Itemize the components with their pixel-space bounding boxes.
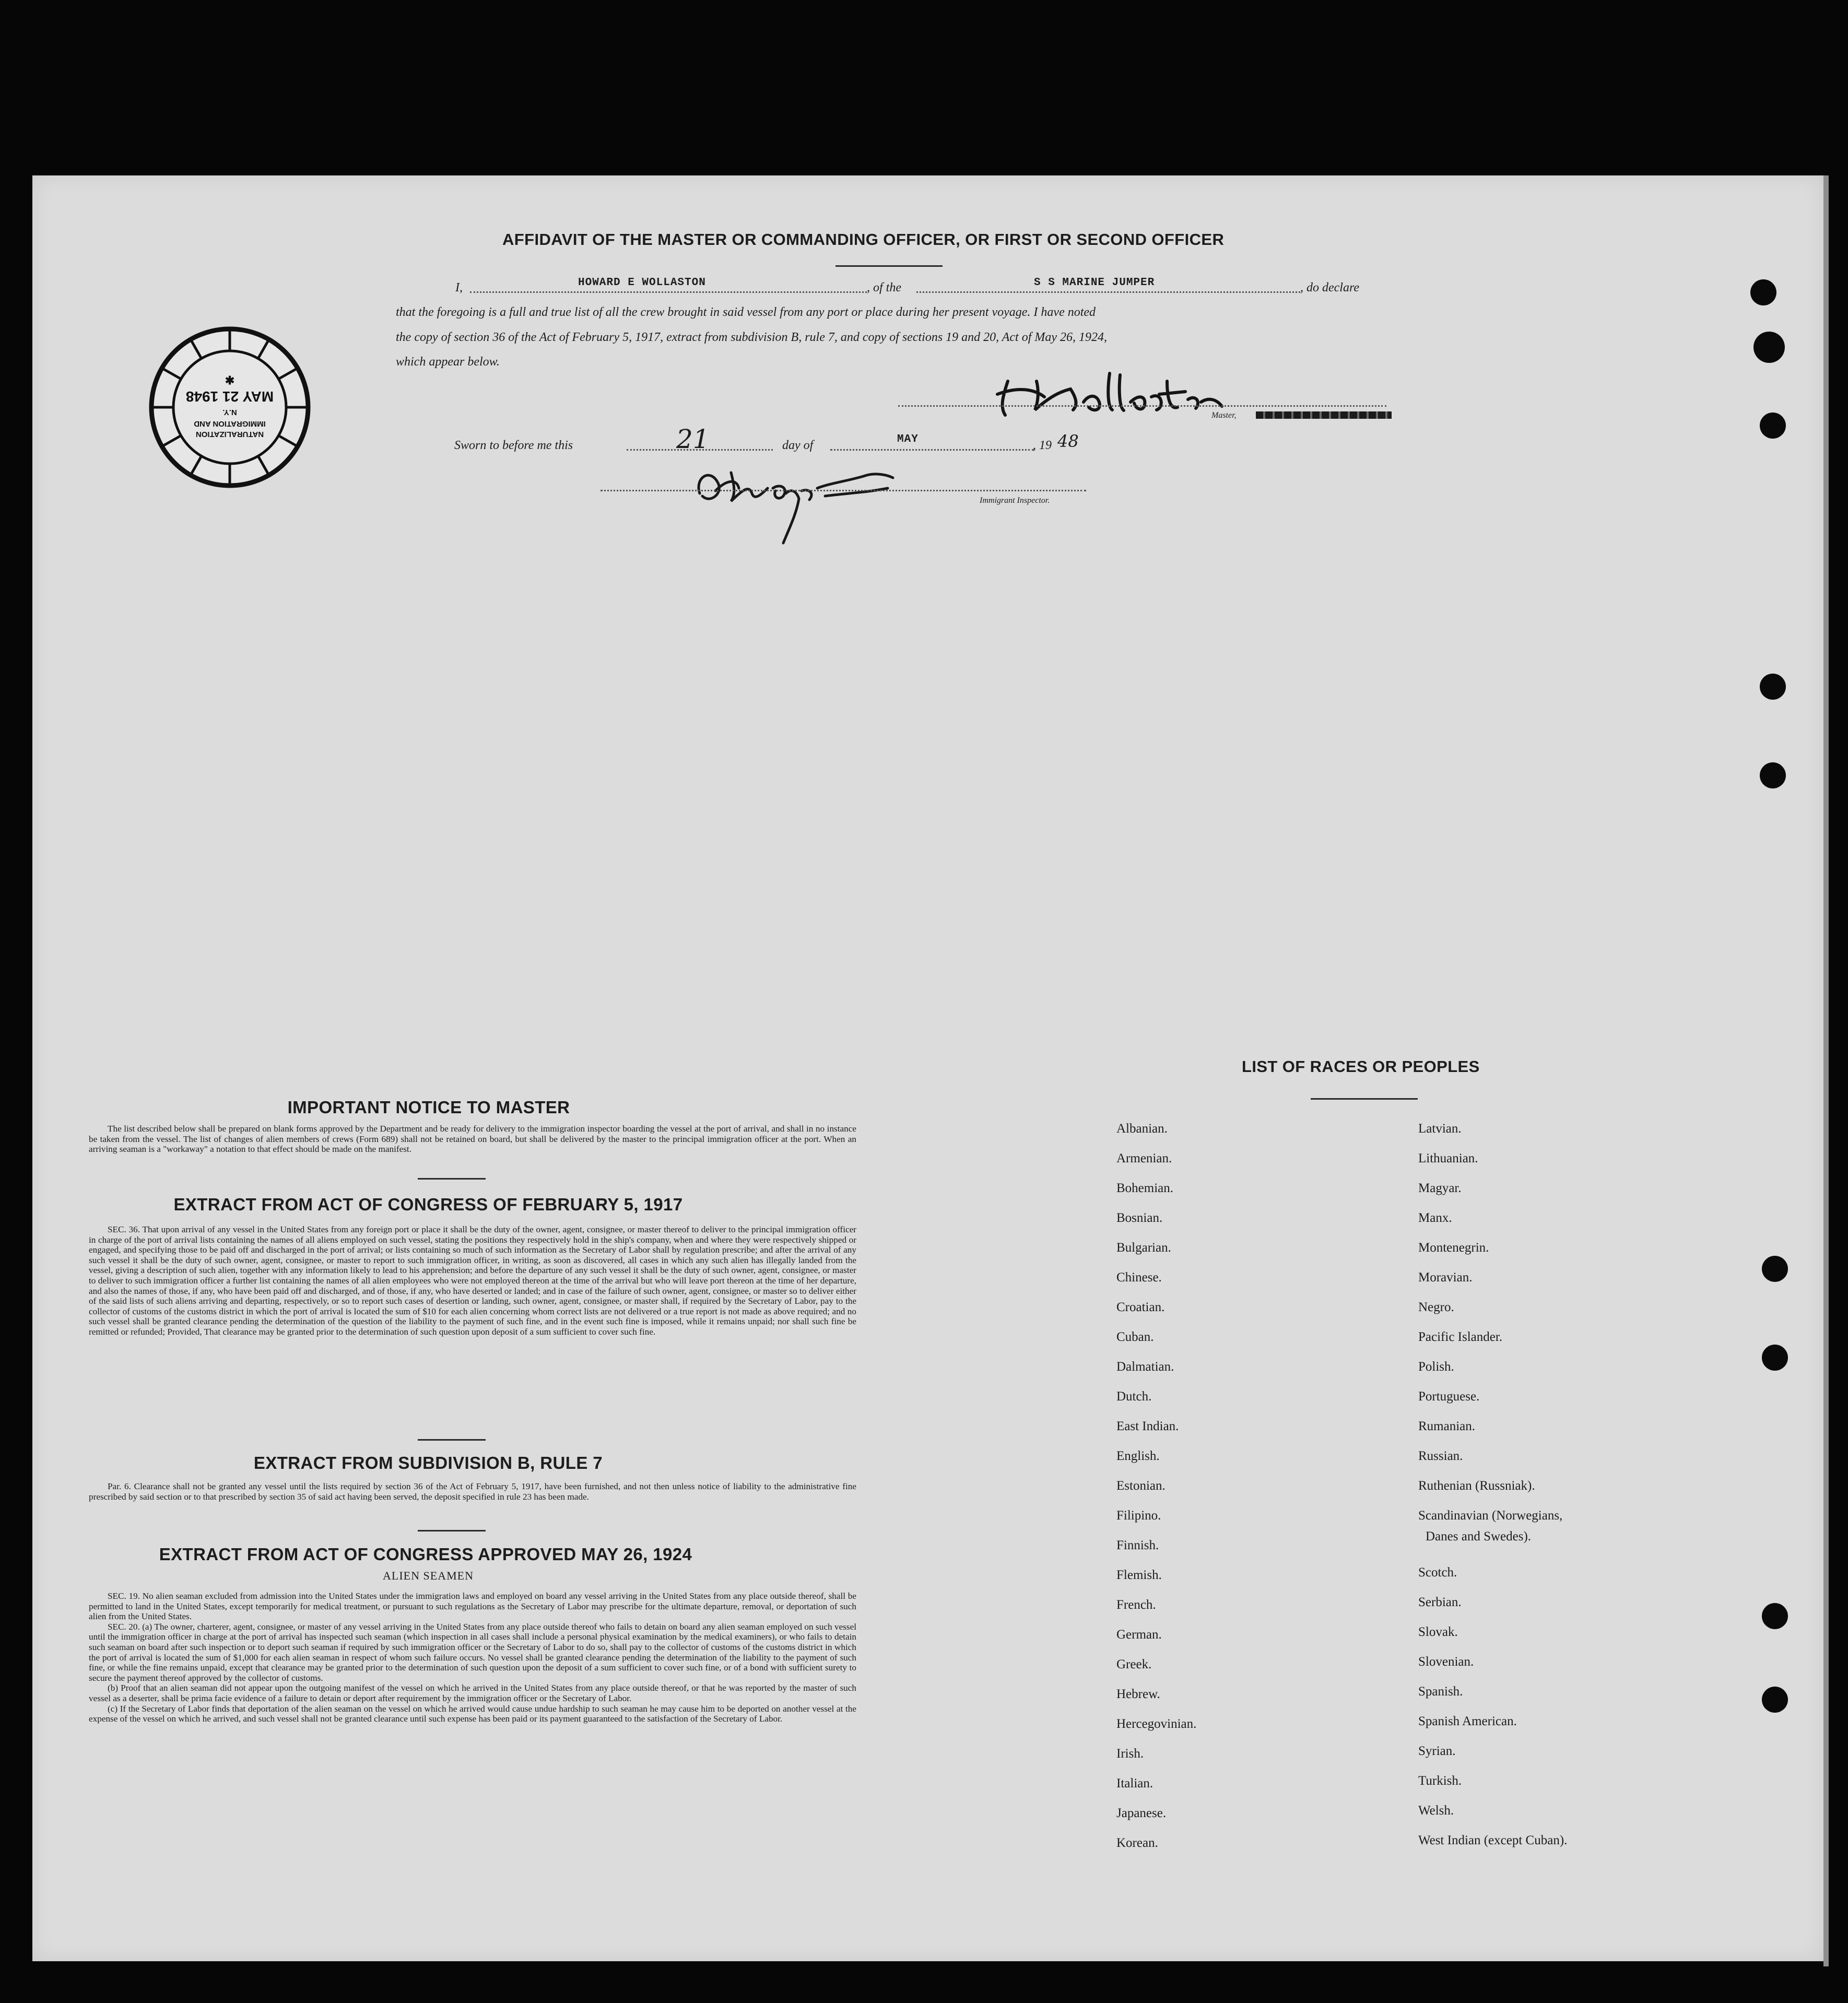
race-item: Moravian. bbox=[1418, 1270, 1473, 1285]
sec-20c-paragraph: (c) If the Secretary of Labor finds that deportation of the alien seaman on the vessel on which he arrived would cause undue hardship to such seaman he may cause him to be deported on another vessel at the expense of the vessel on which he arrived, and such vessel shall not be granted clearance until such expense has been paid or its payment guaranteed to the satisfaction of the Secretary of Labor. bbox=[89, 1703, 856, 1724]
master-signature-line bbox=[898, 405, 1386, 407]
affidavit-line-4: which appear below. bbox=[396, 355, 500, 369]
race-item: Bosnian. bbox=[1116, 1211, 1163, 1225]
extract-1917-text bbox=[89, 1224, 856, 1337]
races-title: LIST OF RACES OR PEOPLES bbox=[1242, 1057, 1480, 1076]
par-6-paragraph: Par. 6. Clearance shall not be granted any vessel until the lists required by section 36 of the Act of February 5, 1917, have been furnished, and not then unless notice of liability to the administrative fine prescribed by said section or to that prescribed by section 35 of said act having been served, the deposit specified in rule 23 has been made. bbox=[89, 1481, 856, 1502]
race-item: Dutch. bbox=[1116, 1389, 1152, 1404]
svg-text:N.Y.: N.Y. bbox=[222, 408, 237, 417]
race-item: East Indian. bbox=[1116, 1419, 1179, 1433]
sec-20a-paragraph: SEC. 20. (a) The owner, charterer, agent, consignee, or master of any vessel arriving in the United States from any place outside thereof who fails to detain on board any alien seaman employed on such vessel until the immigration officer in charge at the port of arrival has inspected such seaman (which inspection in all cases shall include a personal physical examination by the medical examiners), or who fails to detain such seaman on board after such inspection or to deport such seaman if required by such immigration officer or the Secretary of Labor to do so, shall pay to the collector of customs of the customs district in which the port of arrival is located the sum of $1,000 for each alien seaman in respect of whom such failure occurs. No vessel shall be granted clearance pending the determination of the liability to the payment of such fine, or while the fine remains unpaid, except that clearance may be granted prior to the determination of such question upon the deposit of a sum sufficient to cover such fine, or of a bond with sufficient surety to secure the payment thereof approved by the collector of customs. bbox=[89, 1621, 856, 1683]
race-item: Russian. bbox=[1418, 1449, 1463, 1463]
notice-title: IMPORTANT NOTICE TO MASTER bbox=[287, 1098, 570, 1117]
race-item: Estonian. bbox=[1116, 1479, 1166, 1493]
notice-rule bbox=[418, 1178, 486, 1180]
race-item: Lithuanian. bbox=[1418, 1151, 1478, 1165]
binder-hole bbox=[1762, 1345, 1788, 1371]
year-suffix: 48 bbox=[1057, 431, 1079, 451]
race-item: Dalmatian. bbox=[1116, 1360, 1174, 1374]
race-item: Magyar. bbox=[1418, 1181, 1462, 1195]
race-item: Slovak. bbox=[1418, 1625, 1458, 1639]
race-item: Italian. bbox=[1116, 1776, 1153, 1790]
race-item: Croatian. bbox=[1116, 1300, 1165, 1314]
race-item: Negro. bbox=[1418, 1300, 1454, 1314]
receipt-stamp bbox=[141, 321, 319, 493]
race-item: Ruthenian (Russniak). bbox=[1418, 1479, 1535, 1493]
race-item: Montenegrin. bbox=[1418, 1241, 1489, 1255]
master-name: HOWARD E WOLLASTON bbox=[578, 277, 706, 289]
race-item: Bohemian. bbox=[1116, 1181, 1174, 1195]
extract-1917-title: EXTRACT FROM ACT OF CONGRESS OF FEBRUARY 5, 1917 bbox=[173, 1195, 683, 1214]
rule7-text bbox=[89, 1481, 856, 1502]
svg-text:MAY 21 1948: MAY 21 1948 bbox=[185, 388, 274, 405]
affidavit-line-2: that the foregoing is a full and true list of all the crew brought in said vessel from any port or place during her present voyage. I have noted bbox=[396, 305, 1096, 319]
race-item: Polish. bbox=[1418, 1360, 1454, 1374]
sworn-month: MAY bbox=[897, 433, 919, 445]
race-item: Spanish American. bbox=[1418, 1714, 1517, 1728]
inspector-signature-line bbox=[601, 490, 1086, 491]
race-item: Rumanian. bbox=[1418, 1419, 1476, 1433]
sec-20b-paragraph: (b) Proof that an alien seaman did not appear upon the outgoing manifest of the vessel on which he arrived in the United States from any place outside thereof, or that he was reported by the master of such vessel as a deserter, shall be prima facie evidence of a failure to detain or deport after requirement by the immigration officer or the Secretary of Labor. bbox=[89, 1683, 856, 1703]
race-item: Chinese. bbox=[1116, 1270, 1162, 1285]
struck-text bbox=[1256, 411, 1392, 419]
extract-1917-rule bbox=[418, 1439, 486, 1441]
extract-1924-text bbox=[89, 1591, 856, 1724]
race-item: West Indian (except Cuban). bbox=[1418, 1833, 1568, 1847]
race-item: German. bbox=[1116, 1628, 1162, 1642]
inspector-signature bbox=[679, 452, 971, 546]
master-label: Master, bbox=[1211, 411, 1237, 420]
race-item: Latvian. bbox=[1418, 1122, 1462, 1136]
race-item: Hercegovinian. bbox=[1116, 1717, 1197, 1731]
sec-36-paragraph: SEC. 36. That upon arrival of any vessel in the United States from any foreign port or place it shall be the duty of the owner, agent, consignee, or master thereof to deliver to the principal immigration officer in charge of the port of arrival lists containing the names of all aliens employed on such vessel, stating the positions they respectively hold in the ship's company, when and where they were respectively shipped or engaged, and specifying those to be paid off and discharged in the port of arrival; or lists containing so much of such information as the Secretary of Labor shall by regulation prescribe; and after the arrival of any such vessel it shall be the duty of such owner, agent, consignee, or master to report to such immigration officer, in writing, as soon as discovered, all cases in which any such alien has illegally landed from the vessel, giving a description of such alien, together with any information likely to lead to his apprehension; and before the departure of any such vessel it shall be the duty of such owner, agent, consignee, or master to deliver to such immigration officer a further list containing the names of all alien employees who were not employed thereon at the time of the arrival but who will leave port thereon at the time of her departure, and also the names of those, if any, who have been paid off and discharged, and of those, if any, who have deserted or landed; and in case of the failure of such owner, agent, consignee, or master so to deliver either of the said lists of such aliens arriving and departing, respectively, or so to report such cases of desertion or landing, such owner, agent, consignee, or master shall, if required by the Secretary of Labor, pay to the collector of customs of the customs district in which the port of arrival is located the sum of $10 for each alien concerning whom correct lists are not delivered or a true report is not made as above required; and no such vessel shall be granted clearance pending the determination of the question of the liability to the payment of such fine, and in the event such fine is imposed, while it remains unpaid; nor shall such fine be remitted or refunded; Provided, That clearance may be granted prior to the determination of such question upon deposit of a sum sufficient to cover such fine. bbox=[89, 1224, 856, 1337]
extract-1924-title: EXTRACT FROM ACT OF CONGRESS APPROVED MAY 26, 1924 bbox=[159, 1545, 692, 1564]
race-item: Scotch. bbox=[1418, 1565, 1457, 1580]
race-item: Bulgarian. bbox=[1116, 1241, 1171, 1255]
svg-text:✱: ✱ bbox=[225, 373, 235, 386]
race-item: Slovenian. bbox=[1418, 1655, 1474, 1669]
alien-seamen-subtitle: ALIEN SEAMEN bbox=[383, 1569, 474, 1582]
race-item: Scandinavian (Norwegians, bbox=[1418, 1509, 1563, 1523]
race-item: French. bbox=[1116, 1598, 1156, 1612]
race-item: Welsh. bbox=[1418, 1804, 1454, 1818]
race-item: Filipino. bbox=[1116, 1509, 1161, 1523]
binder-hole bbox=[1762, 1687, 1788, 1713]
sworn-text: Sworn to before me this bbox=[454, 439, 573, 452]
inspector-label: Immigrant Inspector. bbox=[980, 496, 1050, 505]
name-dotted-line bbox=[470, 291, 867, 293]
affidavit-title: AFFIDAVIT OF THE MASTER OR COMMANDING OFFICER, OR FIRST OR SECOND OFFICER bbox=[502, 230, 1225, 249]
svg-text:IMMIGRATION AND: IMMIGRATION AND bbox=[194, 419, 266, 428]
affidavit-declare: , do declare bbox=[1300, 281, 1360, 294]
race-item: Pacific Islander. bbox=[1418, 1330, 1503, 1344]
race-item: Flemish. bbox=[1116, 1568, 1162, 1582]
title-rule bbox=[835, 265, 943, 267]
rule7-rule bbox=[418, 1530, 486, 1531]
race-item: Turkish. bbox=[1418, 1774, 1462, 1788]
binder-hole bbox=[1762, 1256, 1788, 1282]
race-item: Manx. bbox=[1418, 1211, 1452, 1225]
binder-hole bbox=[1760, 674, 1786, 700]
races-rule bbox=[1311, 1098, 1418, 1100]
svg-text:NATURALIZATION: NATURALIZATION bbox=[195, 430, 264, 439]
affidavit-line-3: the copy of section 36 of the Act of February 5, 1917, extract from subdivision B, rule 7, and copy of sections 19 and 20, Act of May 26, 1924, bbox=[396, 331, 1108, 344]
sworn-day: 21 bbox=[676, 424, 710, 454]
race-item: Finnish. bbox=[1116, 1538, 1159, 1552]
binder-hole bbox=[1760, 413, 1786, 439]
binder-hole bbox=[1750, 279, 1776, 305]
race-item: Albanian. bbox=[1116, 1122, 1168, 1136]
race-item: Armenian. bbox=[1116, 1151, 1172, 1165]
race-item: Portuguese. bbox=[1418, 1389, 1480, 1404]
affidavit-of-the: , of the bbox=[867, 281, 901, 294]
race-item: Irish. bbox=[1116, 1747, 1144, 1761]
binder-hole bbox=[1753, 332, 1785, 363]
vessel-dotted-line bbox=[916, 291, 1300, 293]
race-item: Syrian. bbox=[1418, 1744, 1456, 1758]
race-item: Cuban. bbox=[1116, 1330, 1154, 1344]
binder-hole bbox=[1760, 762, 1786, 788]
notice-paragraph: The list described below shall be prepared on blank forms approved by the Department and be ready for delivery to the immigration inspector boarding the vessel at the port of arrival, and shall in no instance be taken from the vessel. The list of changes of alien members of crews (Form 689) shall not be retained on board, but shall be delivered by the master to the principal immigration officer at the port. When an arriving seaman is a "workaway" a notation to that effect should be made on the manifest. bbox=[89, 1124, 856, 1154]
race-item: English. bbox=[1116, 1449, 1160, 1463]
day-of: day of bbox=[782, 439, 814, 452]
year-prefix: , 19 bbox=[1033, 439, 1052, 452]
race-item: Hebrew. bbox=[1116, 1687, 1160, 1701]
month-dotted-line bbox=[830, 449, 1034, 451]
race-item: Danes and Swedes). bbox=[1426, 1529, 1532, 1544]
vessel-name: S S MARINE JUMPER bbox=[1034, 277, 1155, 289]
race-item: Spanish. bbox=[1418, 1684, 1463, 1699]
notice-text bbox=[89, 1124, 856, 1154]
race-item: Greek. bbox=[1116, 1657, 1152, 1671]
race-item: Serbian. bbox=[1418, 1595, 1462, 1609]
page-edge bbox=[1823, 175, 1829, 1966]
race-item: Japanese. bbox=[1116, 1806, 1167, 1820]
binder-hole bbox=[1762, 1603, 1788, 1629]
affidavit-i: I, bbox=[455, 281, 463, 294]
sec-19-paragraph: SEC. 19. No alien seaman excluded from admission into the United States under the immigration laws and employed on board any vessel arriving in the United States from any place outside thereof, shall be permitted to land in the United States, except temporarily for medical treatment, or pursuant to such regulations as the Secretary of Labor may prescribe for the ultimate departure, removal, or deportation of such alien from the United States. bbox=[89, 1591, 856, 1622]
rule7-title: EXTRACT FROM SUBDIVISION B, RULE 7 bbox=[253, 1453, 603, 1472]
race-item: Korean. bbox=[1116, 1836, 1158, 1850]
